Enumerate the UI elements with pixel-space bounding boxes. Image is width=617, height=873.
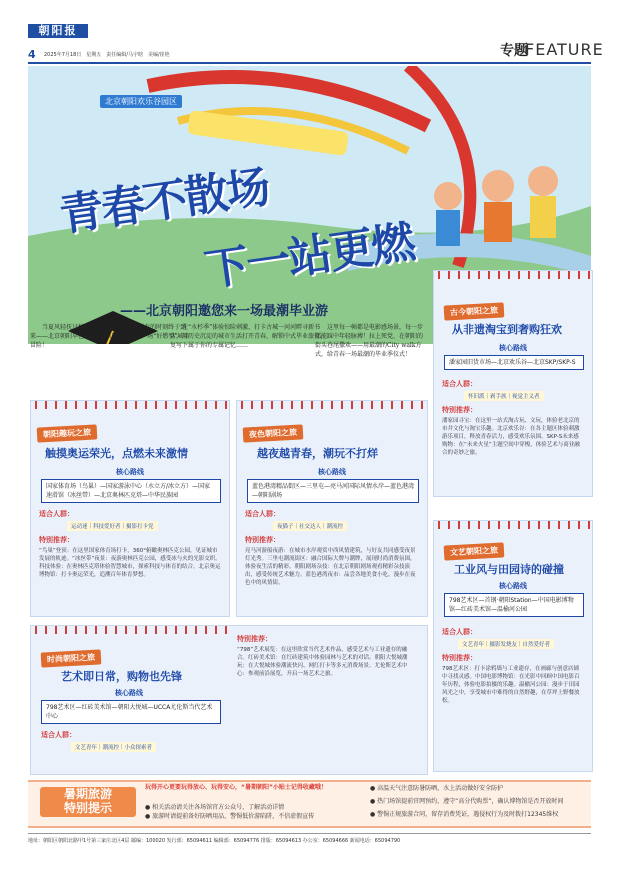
section-title: 工业风与田园诗的碰撞: [454, 563, 564, 576]
section-topic: 专题: [500, 43, 528, 59]
masthead-logo: 朝阳报: [28, 24, 88, 38]
recommend-label: 特别推荐：: [245, 536, 280, 544]
main-title-line1: 青春不散场: [56, 161, 272, 242]
section-feature-label: FEATURE: [525, 40, 604, 59]
tips-tag: [40, 787, 136, 817]
main-subtitle: ——北京朝阳邀您来一场最潮毕业游: [120, 304, 329, 319]
tip-right-1: ● 高温天气注意防暑防晒，水上活动做好安全防护: [370, 785, 504, 792]
route-text: 798艺术区—红砖美术馆—朝阳大悦城—UCCA尤伦斯当代艺术中心: [41, 700, 221, 724]
tips-tag-line1: 暑期旅游: [63, 787, 112, 801]
recommend-body: “鸟巢”登顶：在这里国家体育场打卡，360°俯瞰奥林匹克公园，见证城市发展的轨迹。“冰丝带”夜景：夜游奥林匹克公园，感受冰与火的光影交织。科技体验：在奥林匹克塔体验智慧城市，探索科技与体育的结合。北京奥运博物馆：打卡奥运荣光，追溯百年体育梦想。: [39, 548, 221, 578]
recommend-body: 潘家园寻宝：在这里一站式淘古玩、文玩，体验老北京的市井文化与淘宝乐趣。北京欢乐谷：在各主题区体验刺激游乐项目，释放青春活力，感受欢乐氛围。SKP-S未来感购物：在“未来火星”主题空间中穿梭，体验艺术与商业融合的奇妙之旅。: [442, 418, 580, 456]
section-tag: 朝阳趣玩之旅: [37, 424, 98, 442]
recommend-body: 798艺术区：打卡涂鸦墙与工业遗存，在画廊与创意店铺中寻找灵感。中国电影博物馆：在光影中回顾中国电影百年历程，体验电影拍摄的乐趣。温榆河公园：漫步于田园风光之中，享受城市中难得的自然野趣，在草坪上野餐放松。: [442, 666, 580, 704]
binder-rings: [31, 626, 231, 634]
page-number: 4: [28, 48, 36, 61]
section-title: 越夜越青春，潮玩不打烊: [257, 447, 378, 460]
recommend-body: 亮马河游船夜游：在城市水岸观赏中西风情建筑，与好友共同感受夜景灯光秀。三里屯潮流街区：融合国际大牌与潮牌，展现时尚消费氛围，体验夜生活的精彩。朝阳剧场杂技：在北京朝阳剧场观看精彩杂技演出，感受传统艺术魅力。蓝色港湾夜市：品尝各地美食小吃，漫步在夜色中的风情街。: [245, 548, 416, 586]
tip-right-3: ● 警惕正规旅游合同，留存消费凭证，遇侵权行为及时拨打12345维权: [370, 811, 559, 818]
section-tag: 古今朝阳之旅: [444, 302, 505, 320]
section-ancient-modern: [433, 270, 593, 497]
section-tag: 文艺朝阳之旅: [444, 542, 505, 560]
route-heading: 核心路线: [499, 582, 527, 590]
section-olympic: [30, 400, 230, 617]
recommend-label: 特别推荐：: [237, 635, 272, 643]
section-title: 艺术即日常，购物也先锋: [61, 670, 182, 683]
recommend-label: 特别推荐：: [39, 536, 74, 544]
binder-rings: [31, 401, 229, 409]
people-chips: 怀旧派｜剁手族｜视觉主义者: [464, 391, 544, 401]
people-chips: 文艺青年｜摄影发烧友｜自然爱好者: [458, 639, 554, 649]
footer-info: 地址：朝阳区朝阳北路甲1号第三家庄北区4层 邮编：100020 发行部：65094611 编辑部：65094776 排版：65094613 办公室：65094666 新闻电话：65094790: [28, 833, 591, 844]
recommend-body: “798”艺术展览：在这里欣赏当代艺术作品，感受艺术与工业遗存的融合。红砖美术馆：在红砖建筑中体验园林与艺术的对话。朝阳大悦城潮玩：在大悦城体验潮流快闪、网红打卡等多元消费场景。尤伦斯艺术中心：参观前沿展览，开启一场艺术之旅。: [237, 647, 408, 677]
binder-rings: [434, 521, 592, 529]
people-chips: 运动迷｜科技爱好者｜摄影打卡党: [67, 521, 158, 531]
intro-paragraph-3: 这里每一帧都是电影感场景，每一步都能踩中年轻脉搏！拉上死党，在朝阳的街头巷尾撒欢——用最潮的City walk方式，给青春一场最潮的毕业季仪式！: [315, 324, 424, 358]
route-heading: 核心路线: [499, 344, 527, 352]
intro-paragraph-2: 在“水杉季”体验惊险刺激，打卡古城一河河畔寻新书店，用历史沉淀的城市生活打开青春，解锁中式毕业旅行，复写下属于你的专属记忆……: [170, 324, 327, 349]
recommend-label: 特别推荐：: [442, 406, 477, 414]
section-night: [236, 400, 428, 617]
tips-tag-line2: 特别提示: [63, 801, 112, 815]
hero-photo-caption: 北京朝阳欢乐谷园区: [100, 95, 182, 108]
section-title: 从非遗淘宝到奢购狂欢: [452, 323, 562, 336]
route-text: 国家体育场（鸟巢）—国家游泳中心（水立方/冰立方）—国家速滑馆（冰丝带）—北京奥林匹克塔—中华民族园: [41, 479, 221, 503]
route-heading: 核心路线: [318, 468, 346, 476]
people-chips: 夜猫子｜社交达人｜潮流控: [273, 521, 347, 531]
intro-paragraph-1: 当夏风轻抚过校园的“水杉季”，告别青春的时刻终于到来——北京朝阳早已为2025届毕业生备好一场“好燃型”城市冒险！: [30, 324, 190, 349]
route-text: 蓝色港湾精品街区—三里屯—亮马河国际风情水岸—蓝色港湾—朝阳剧场: [247, 479, 419, 503]
route-text: 潘家园旧货市场—北京欢乐谷—北京SKP/SKP-S: [444, 355, 584, 370]
people-label: 适合人群：: [39, 510, 74, 518]
header-rule: [28, 62, 591, 64]
tip-right-2: ● 热门场馆提前官网预约，遵守“高分代购票”，确认博物馆是否开放时间: [370, 798, 564, 805]
tip-left-2: ● 旅游时请提前备好防晒用品，警惕低价游陷阱，不信虚假宣传: [145, 813, 315, 820]
recommend-label: 特别推荐：: [442, 654, 477, 662]
people-chips: 文艺青年｜潮流控｜小众探索者: [71, 742, 156, 752]
people-label: 适合人群：: [442, 380, 477, 388]
section-tag: 时尚朝阳之旅: [41, 649, 102, 667]
section-title: 触摸奥运荣光，点燃未来激情: [45, 447, 188, 460]
section-tag: 夜色朝阳之旅: [243, 424, 304, 442]
route-text: 798艺术区—首钢·朝阳Station—中国电影博物馆—红砖美术馆—温榆河公园: [444, 593, 584, 617]
people-label: 适合人群：: [41, 731, 76, 739]
tips-headline: 玩得开心更要玩得放心、玩得安心，“暑期朝阳”小贴士记得收藏哦！: [145, 784, 327, 791]
section-industrial: [433, 520, 593, 772]
people-label: 适合人群：: [245, 510, 280, 518]
dateline: 2025年7月18日 星期五 责任编辑/马宇晗 美编/崔艳: [44, 52, 170, 58]
people-label: 适合人群：: [442, 628, 477, 636]
binder-rings: [434, 271, 592, 279]
section-fashion: [30, 625, 428, 775]
main-title-line2: 下一站更燃: [201, 216, 417, 297]
tip-left-1: ● 相关活动请关注各场馆官方公众号，了解活动详情: [145, 804, 285, 811]
binder-rings: [237, 401, 427, 409]
route-heading: 核心路线: [115, 689, 143, 697]
route-heading: 核心路线: [116, 468, 144, 476]
